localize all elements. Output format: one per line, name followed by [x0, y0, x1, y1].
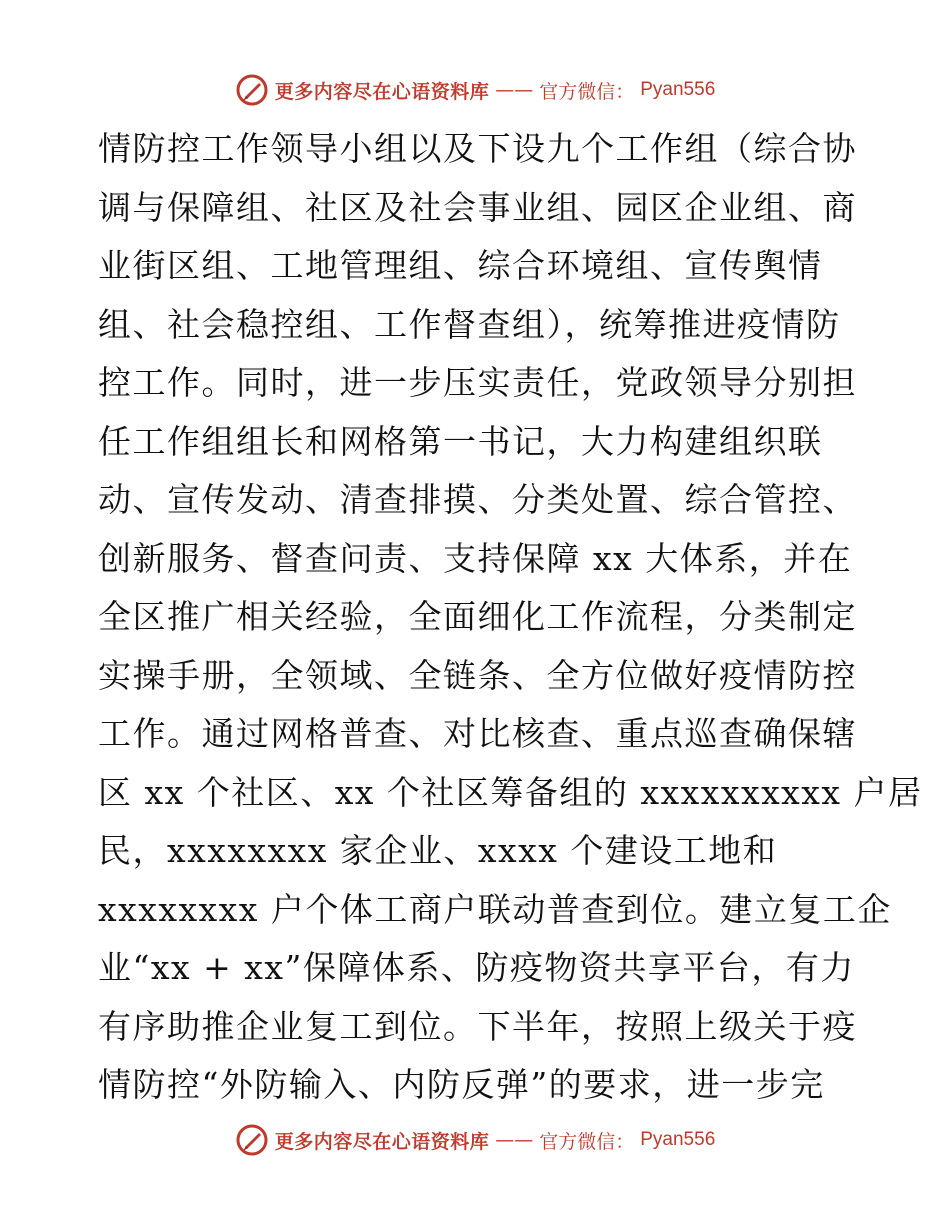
body-line: 民，xxxxxxxx 家企业、xxxx 个建设工地和 — [98, 831, 778, 870]
body-line: 实操手册，全领域、全链条、全方位做好疫情防控 — [98, 655, 857, 695]
quill-pen-logo-icon — [235, 1123, 269, 1157]
body-line: 有序助推企业复工到位。下半年，按照上级关于疫 — [98, 1006, 857, 1046]
document-body — [98, 120, 923, 1115]
footer-wechat-label: 官方微信： — [539, 1130, 635, 1153]
header-banner — [0, 70, 950, 110]
header-wechat-id: Pyan556 — [640, 79, 716, 100]
body-line: 任工作组组长和网格第一书记，大力构建组织联 — [98, 421, 823, 461]
quill-pen-logo-icon — [235, 73, 269, 107]
body-line: 区 xx 个社区、xx 个社区筹备组的 xxxxxxxxxx 户居 — [98, 772, 923, 812]
footer-separator: —— — [495, 1129, 534, 1151]
body-line: 工作。通过网格普查、对比核查、重点巡查确保辖 — [98, 714, 857, 753]
header-wechat-label: 官方微信： — [539, 80, 635, 103]
body-line: 业街区组、工地管理组、综合环境组、宣传舆情 — [98, 246, 823, 285]
body-line: xxxxxxxx 户个体工商户联动普查到位。建立复工企 — [98, 889, 892, 929]
body-line: 全区推广相关经验，全面细化工作流程，分类制定 — [98, 597, 857, 636]
body-line: 情防控工作领导小组以及下设九个工作组（综合协 — [98, 129, 857, 168]
body-line: 组、社会稳控组、工作督查组），统筹推进疫情防 — [98, 304, 841, 344]
footer-banner — [0, 1120, 950, 1160]
header-slogan: 更多内容尽在心语资料库 — [274, 80, 490, 103]
body-line: 情防控“外防输入、内防反弹”的要求，进一步完 — [98, 1065, 825, 1104]
body-line: 业“xx + xx”保障体系、防疫物资共享平台，有力 — [98, 948, 855, 987]
footer-slogan: 更多内容尽在心语资料库 — [274, 1130, 490, 1153]
footer-wechat-id: Pyan556 — [640, 1129, 716, 1150]
header-separator: —— — [495, 79, 534, 101]
body-line: 创新服务、督查问责、支持保障 xx 大体系，并在 — [98, 538, 853, 578]
body-line: 调与保障组、社区及社会事业组、园区企业组、商 — [98, 187, 857, 227]
body-line: 动、宣传发动、清查排摸、分类处置、综合管控、 — [98, 480, 857, 519]
body-line: 控工作。同时，进一步压实责任，党政领导分别担 — [98, 363, 857, 402]
